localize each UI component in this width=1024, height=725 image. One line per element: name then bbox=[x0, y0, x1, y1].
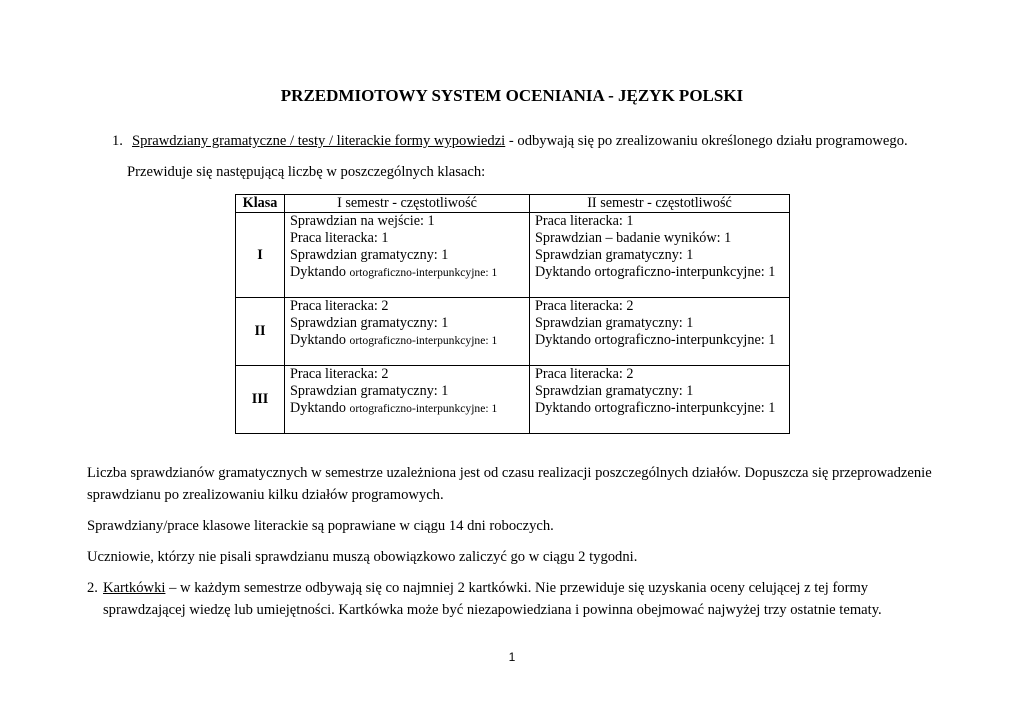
table-row bbox=[236, 366, 790, 434]
semester-1-cell bbox=[285, 213, 530, 298]
cell-line: Sprawdzian gramatyczny: 1 bbox=[535, 247, 694, 263]
paragraph-poprawa: Sprawdziany/prace klasowe literackie są poprawiane w ciągu 14 dni roboczych. bbox=[87, 518, 554, 534]
item-1-text: - odbywają się po zrealizowaniu określonego działu programowego. bbox=[505, 133, 908, 149]
page-title: PRZEDMIOTOWY SYSTEM OCENIANIA - JĘZYK POLSKI bbox=[280, 86, 744, 105]
table-row bbox=[236, 213, 790, 298]
cell-line: Sprawdzian na wejście: 1 bbox=[290, 213, 435, 229]
item-2 bbox=[87, 577, 882, 621]
cell-line: Dyktando ortograficzno-interpunkcyjne: 1 bbox=[535, 264, 776, 280]
page-number: 1 bbox=[508, 650, 516, 664]
item-1-number: 1. bbox=[112, 133, 123, 149]
paragraph-zaliczenie: Uczniowie, którzy nie pisali sprawdzianu muszą obowiązkowo zaliczyć go w ciągu 2 tygodni. bbox=[87, 549, 638, 565]
class-cell: I bbox=[236, 213, 285, 298]
table-header-row bbox=[236, 195, 790, 213]
paragraph-line: sprawdzianu po zrealizowaniu kilku działów programowych. bbox=[87, 487, 444, 503]
item-2-text: – w każdym semestrze odbywają się co najmniej 2 kartkówki. Nie przewiduje się uzyskania oceny celującej z tej formy bbox=[165, 580, 869, 596]
cell-line: Sprawdzian gramatyczny: 1 bbox=[290, 315, 449, 331]
cell-line: Sprawdzian gramatyczny: 1 bbox=[535, 383, 694, 399]
header-klasa: Klasa bbox=[236, 195, 285, 213]
item-1-heading: Sprawdziany gramatyczne / testy / literackie formy wypowiedzi bbox=[132, 133, 506, 149]
cell-line: Sprawdzian gramatyczny: 1 bbox=[290, 383, 449, 399]
semester-2-cell bbox=[530, 213, 790, 298]
semester-2-cell bbox=[530, 366, 790, 434]
class-cell: III bbox=[236, 366, 285, 434]
semester-2-cell bbox=[530, 298, 790, 366]
item-1-line bbox=[112, 130, 908, 152]
cell-line: Dyktando ortograficzno-interpunkcyjne: 1 bbox=[290, 332, 498, 348]
cell-line: Sprawdzian gramatyczny: 1 bbox=[290, 247, 449, 263]
item-2-line: sprawdzającej wiedzę lub umiejętności. Kartkówka może być niezapowiedziana i powinna obejmować najwyżej trzy ostatnie tematy. bbox=[103, 602, 882, 618]
cell-line: Dyktando ortograficzno-interpunkcyjne: 1 bbox=[535, 400, 776, 416]
cell-line: Praca literacka: 2 bbox=[290, 366, 389, 382]
cell-line: Praca literacka: 2 bbox=[535, 366, 634, 382]
cell-line: Dyktando ortograficzno-interpunkcyjne: 1 bbox=[535, 332, 776, 348]
cell-line: Dyktando ortograficzno-interpunkcyjne: 1 bbox=[290, 400, 498, 416]
table-row bbox=[236, 298, 790, 366]
grading-frequency-table bbox=[235, 194, 790, 434]
semester-1-cell bbox=[285, 366, 530, 434]
item-2-heading: Kartkówki bbox=[103, 580, 166, 596]
cell-line: Sprawdzian – badanie wyników: 1 bbox=[535, 230, 732, 246]
table-intro: Przewiduje się następującą liczbę w poszczególnych klasach: bbox=[127, 164, 486, 180]
header-semester-1: I semestr - częstotliwość bbox=[285, 195, 530, 213]
cell-line: Praca literacka: 2 bbox=[290, 298, 389, 314]
class-cell: II bbox=[236, 298, 285, 366]
item-2-number: 2. bbox=[87, 580, 98, 596]
paragraph-line: Liczba sprawdzianów gramatycznych w semestrze uzależniona jest od czasu realizacji poszczególnych działów. Dopuszcza się przeprowadzenie bbox=[87, 465, 932, 481]
header-semester-2: II semestr - częstotliwość bbox=[530, 195, 790, 213]
paragraph-gramatyczne bbox=[87, 462, 932, 506]
cell-line: Praca literacka: 1 bbox=[535, 213, 634, 229]
semester-1-cell bbox=[285, 298, 530, 366]
cell-line: Sprawdzian gramatyczny: 1 bbox=[535, 315, 694, 331]
cell-line: Praca literacka: 1 bbox=[290, 230, 389, 246]
cell-line: Dyktando ortograficzno-interpunkcyjne: 1 bbox=[290, 264, 498, 280]
cell-line: Praca literacka: 2 bbox=[535, 298, 634, 314]
item-2-line bbox=[87, 577, 882, 599]
